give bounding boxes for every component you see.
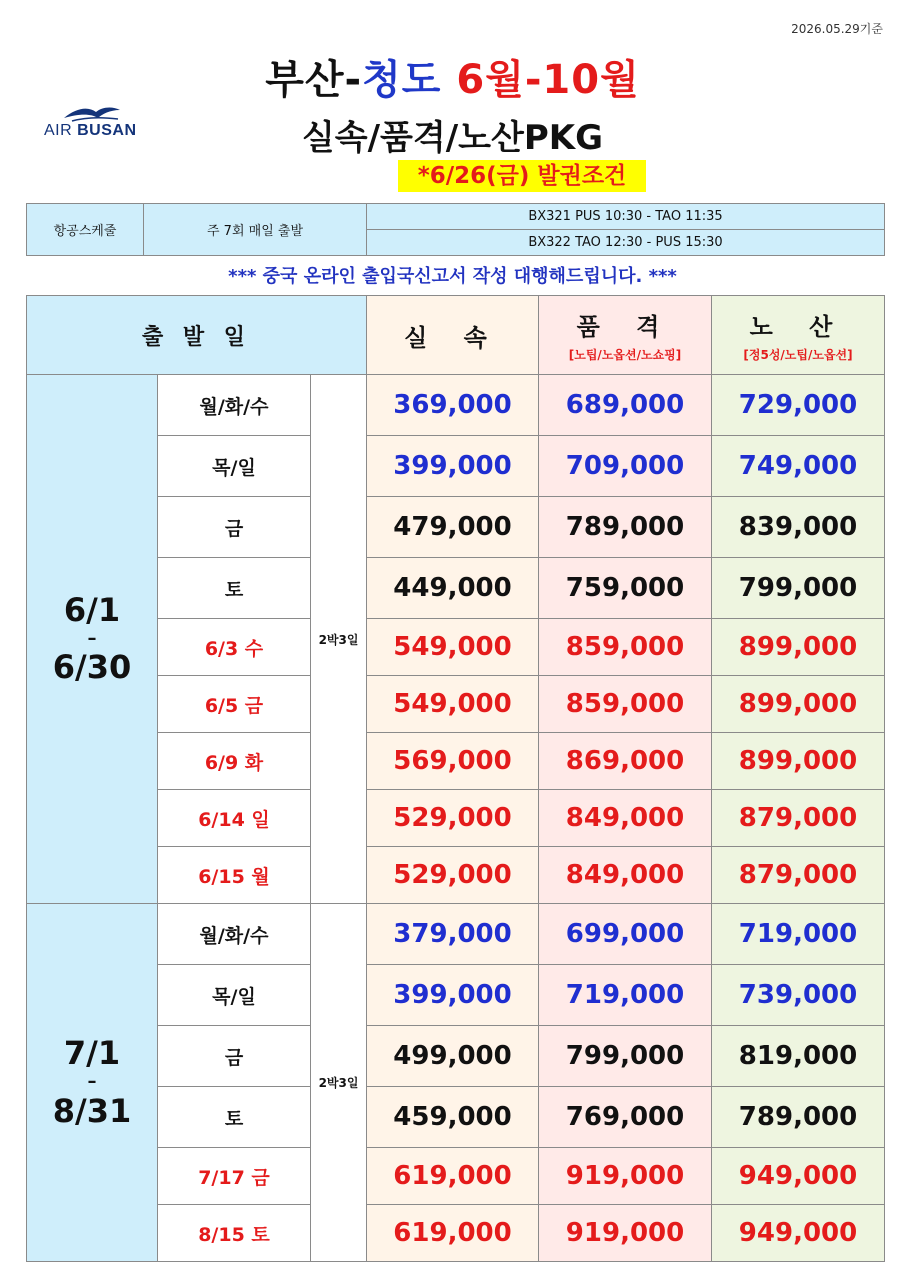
period-dash: – [87, 1071, 97, 1093]
price-b: 699,000 [539, 904, 712, 965]
departure-day: 6/5 금 [158, 676, 311, 733]
price-b: 689,000 [539, 375, 712, 436]
header-col-c: 노 산 [정5성/노팁/노옵션] [712, 296, 885, 375]
price-a: 479,000 [367, 497, 539, 558]
price-b: 759,000 [539, 558, 712, 619]
price-table [26, 295, 885, 1262]
price-b: 789,000 [539, 497, 712, 558]
period-end: 8/31 [52, 1091, 132, 1130]
price-b: 769,000 [539, 1087, 712, 1148]
price-c: 949,000 [712, 1205, 885, 1262]
date-stamp: 2026.05.29기준 [791, 22, 883, 36]
price-c: 799,000 [712, 558, 885, 619]
price-c: 749,000 [712, 436, 885, 497]
price-a: 399,000 [367, 965, 539, 1026]
price-a: 549,000 [367, 676, 539, 733]
departure-day: 목/일 [158, 436, 311, 497]
price-a: 529,000 [367, 847, 539, 904]
period-dash: – [87, 627, 97, 649]
departure-day: 토 [158, 1087, 311, 1148]
price-a: 499,000 [367, 1026, 539, 1087]
price-b: 709,000 [539, 436, 712, 497]
logo-text: AIR BUSAN [44, 122, 137, 139]
price-a: 449,000 [367, 558, 539, 619]
price-b: 919,000 [539, 1148, 712, 1205]
price-a: 399,000 [367, 436, 539, 497]
period-cell [27, 904, 158, 1262]
price-a: 549,000 [367, 619, 539, 676]
departure-day: 금 [158, 1026, 311, 1087]
price-b: 869,000 [539, 733, 712, 790]
price-c: 729,000 [712, 375, 885, 436]
departure-day: 7/17 금 [158, 1148, 311, 1205]
page-title: 부산-청도 6월-10월 [265, 57, 640, 103]
flight-outbound: BX321 PUS 10:30 - TAO 11:35 [367, 204, 885, 230]
price-b: 919,000 [539, 1205, 712, 1262]
price-a: 529,000 [367, 790, 539, 847]
price-c: 719,000 [712, 904, 885, 965]
period-end: 6/30 [52, 648, 132, 687]
price-a: 619,000 [367, 1148, 539, 1205]
departure-day: 금 [158, 497, 311, 558]
header-departure: 출 발 일 [27, 296, 367, 375]
nights-cell: 2박3일 [311, 904, 367, 1262]
departure-day: 목/일 [158, 965, 311, 1026]
price-a: 379,000 [367, 904, 539, 965]
price-c: 819,000 [712, 1026, 885, 1087]
departure-day: 6/15 월 [158, 847, 311, 904]
price-c: 899,000 [712, 619, 885, 676]
price-b: 799,000 [539, 1026, 712, 1087]
period-start: 7/1 [63, 1034, 121, 1073]
header-col-b: 품 격 [노팁/노옵션/노쇼핑] [539, 296, 712, 375]
departure-day: 6/14 일 [158, 790, 311, 847]
page-subtitle: 실속/품격/노산PKG [301, 118, 604, 158]
price-b: 719,000 [539, 965, 712, 1026]
table-row [27, 375, 885, 436]
price-c: 879,000 [712, 847, 885, 904]
departure-day: 월/화/수 [158, 375, 311, 436]
schedule-label: 항공스케줄 [27, 204, 144, 256]
period-cell [27, 375, 158, 904]
nights-cell: 2박3일 [311, 375, 367, 904]
header-col-a: 실 속 [367, 296, 539, 375]
departure-day: 6/9 화 [158, 733, 311, 790]
price-a: 569,000 [367, 733, 539, 790]
price-c: 899,000 [712, 676, 885, 733]
flight-schedule-table [26, 203, 885, 256]
ticketing-condition: *6/26(금) 발권조건 [398, 160, 646, 192]
price-c: 879,000 [712, 790, 885, 847]
price-a: 619,000 [367, 1205, 539, 1262]
price-c: 899,000 [712, 733, 885, 790]
price-b: 849,000 [539, 790, 712, 847]
departure-day: 8/15 토 [158, 1205, 311, 1262]
price-c: 949,000 [712, 1148, 885, 1205]
price-c: 739,000 [712, 965, 885, 1026]
notice-text: *** 중국 온라인 출입국신고서 작성 대행해드립니다. *** [228, 266, 677, 287]
period-start: 6/1 [63, 590, 121, 629]
price-b: 859,000 [539, 676, 712, 733]
departure-day: 6/3 수 [158, 619, 311, 676]
departure-day: 월/화/수 [158, 904, 311, 965]
price-b: 859,000 [539, 619, 712, 676]
price-a: 369,000 [367, 375, 539, 436]
departure-day: 토 [158, 558, 311, 619]
price-a: 459,000 [367, 1087, 539, 1148]
price-b: 849,000 [539, 847, 712, 904]
schedule-frequency: 주 7회 매일 출발 [144, 204, 367, 256]
price-c: 789,000 [712, 1087, 885, 1148]
flight-inbound: BX322 TAO 12:30 - PUS 15:30 [367, 230, 885, 256]
price-c: 839,000 [712, 497, 885, 558]
table-row [27, 904, 885, 965]
